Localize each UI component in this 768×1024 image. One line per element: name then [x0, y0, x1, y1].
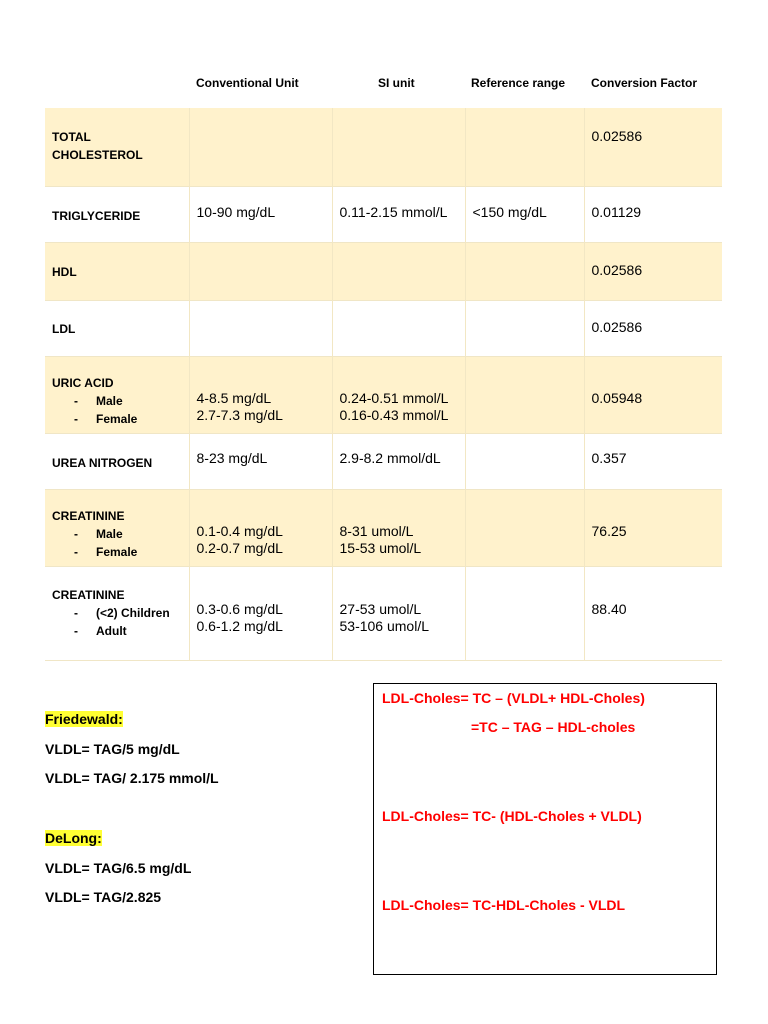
analyte-name-cell: [45, 566, 189, 660]
si-unit-cell: [332, 300, 465, 356]
conventional-value: 0.3-0.6 mg/dL: [196, 600, 283, 617]
reference-range-cell: [465, 356, 584, 433]
reference-range-cell: [465, 489, 584, 566]
friedewald-eq-2: VLDL= TAG/ 2.175 mmol/L: [45, 770, 219, 786]
si-value: 27-53 umol/L: [339, 600, 422, 617]
table-row: [45, 433, 722, 489]
analyte-name: UREA NITROGEN: [52, 455, 153, 470]
analyte-subgroup: - Female: [74, 411, 138, 426]
conventional-value: 0.1-0.4 mg/dL: [196, 522, 283, 539]
analyte-name: HDL: [52, 264, 77, 279]
si-value: 0.24-0.51 mmol/L: [339, 389, 449, 406]
conventional-unit-cell: [189, 433, 332, 489]
analyte-name-cell: [45, 489, 189, 566]
conventional-value: 4-8.5 mg/dL: [196, 389, 272, 406]
analyte-name-cell: [45, 356, 189, 433]
si-value: 8-31 umol/L: [339, 522, 414, 539]
lab-values-table: [45, 108, 722, 661]
conventional-unit-cell: [189, 300, 332, 356]
conventional-unit-cell: [189, 186, 332, 242]
analyte-name: CHOLESTEROL: [52, 148, 143, 162]
analyte-name-cell: [45, 242, 189, 300]
si-unit-cell: [332, 566, 465, 660]
conversion-factor-cell: 0.01129: [584, 186, 722, 242]
header-si-unit: SI unit: [378, 76, 415, 90]
analyte-name-cell: [45, 186, 189, 242]
si-value: 2.9-8.2 mmol/dL: [339, 449, 441, 466]
analyte-subgroup: - Male: [74, 393, 123, 408]
analyte-name: CREATININE: [52, 508, 125, 523]
reference-range-cell: [465, 300, 584, 356]
table-header: [0, 76, 768, 96]
conversion-factor-cell: 0.02586: [584, 300, 722, 356]
conventional-value: 0.2-0.7 mg/dL: [196, 539, 283, 556]
table-row: [45, 108, 722, 186]
conventional-unit-cell: [189, 242, 332, 300]
analyte-subgroup: - Adult: [74, 623, 127, 638]
conventional-unit-cell: [189, 566, 332, 660]
si-unit-cell: [332, 242, 465, 300]
table-row: [45, 186, 722, 242]
analyte-name: URIC ACID: [52, 375, 114, 390]
analyte-name-cell: [45, 433, 189, 489]
table-row: [45, 300, 722, 356]
conventional-value: 10-90 mg/dL: [196, 203, 276, 220]
ldl-formula-line-3: LDL-Choles= TC- (HDL-Choles + VLDL): [382, 808, 642, 824]
si-unit-cell: [332, 433, 465, 489]
analyte-name: CREATININE: [52, 587, 125, 602]
reference-range-cell: [465, 108, 584, 186]
si-unit-cell: [332, 108, 465, 186]
ldl-formula-line-4: LDL-Choles= TC-HDL-Choles - VLDL: [382, 897, 626, 913]
ldl-formula-box: [373, 683, 717, 975]
analyte-name-cell: [45, 300, 189, 356]
reference-range-cell: [465, 566, 584, 660]
si-value: 0.11-2.15 mmol/L: [339, 203, 448, 220]
analyte-name: TOTAL: [52, 130, 91, 144]
ldl-formula-line-1: LDL-Choles= TC – (VLDL+ HDL-Choles): [382, 690, 645, 706]
analyte-subgroup: - Female: [74, 544, 138, 559]
conventional-value: 2.7-7.3 mg/dL: [196, 406, 283, 423]
si-unit-cell: [332, 186, 465, 242]
conversion-factor-cell: 88.40: [584, 566, 722, 660]
conventional-unit-cell: [189, 489, 332, 566]
si-value: 53-106 umol/L: [339, 617, 430, 634]
header-conventional-unit: Conventional Unit: [196, 76, 299, 90]
table-row: [45, 566, 722, 660]
conventional-value: 8-23 mg/dL: [196, 449, 268, 466]
analyte-name: TRIGLYCERIDE: [52, 208, 141, 223]
delong-eq-1: VLDL= TAG/6.5 mg/dL: [45, 860, 192, 876]
header-reference-range: Reference range: [471, 76, 566, 90]
si-unit-cell: [332, 489, 465, 566]
table-row: [45, 489, 722, 566]
conversion-factor-cell: 0.05948: [584, 356, 722, 433]
delong-label: DeLong:: [45, 830, 102, 846]
conversion-factor-cell: 0.357: [584, 433, 722, 489]
table-row: [45, 356, 722, 433]
friedewald-eq-1: VLDL= TAG/5 mg/dL: [45, 741, 180, 757]
conventional-value: 0.6-1.2 mg/dL: [196, 617, 283, 634]
si-unit-cell: [332, 356, 465, 433]
conversion-factor-cell: 0.02586: [584, 108, 722, 186]
analyte-subgroup: - (<2) Children: [74, 605, 170, 620]
analyte-subgroup: - Male: [74, 526, 123, 541]
reference-range-cell: [465, 433, 584, 489]
conversion-factor-cell: 0.02586: [584, 242, 722, 300]
si-value: 15-53 umol/L: [339, 539, 422, 556]
si-value: 0.16-0.43 mmol/L: [339, 406, 449, 423]
ldl-formula-line-2: =TC – TAG – HDL-choles: [471, 719, 636, 735]
friedewald-label: Friedewald:: [45, 711, 123, 727]
header-conversion-factor: Conversion Factor: [591, 76, 698, 90]
table-row: [45, 242, 722, 300]
delong-eq-2: VLDL= TAG/2.825: [45, 889, 162, 905]
analyte-name: LDL: [52, 321, 76, 336]
conventional-unit-cell: [189, 108, 332, 186]
analyte-name-cell: [45, 108, 189, 186]
reference-range-cell: <150 mg/dL: [465, 186, 584, 242]
reference-range-cell: [465, 242, 584, 300]
conversion-factor-cell: 76.25: [584, 489, 722, 566]
conventional-unit-cell: [189, 356, 332, 433]
